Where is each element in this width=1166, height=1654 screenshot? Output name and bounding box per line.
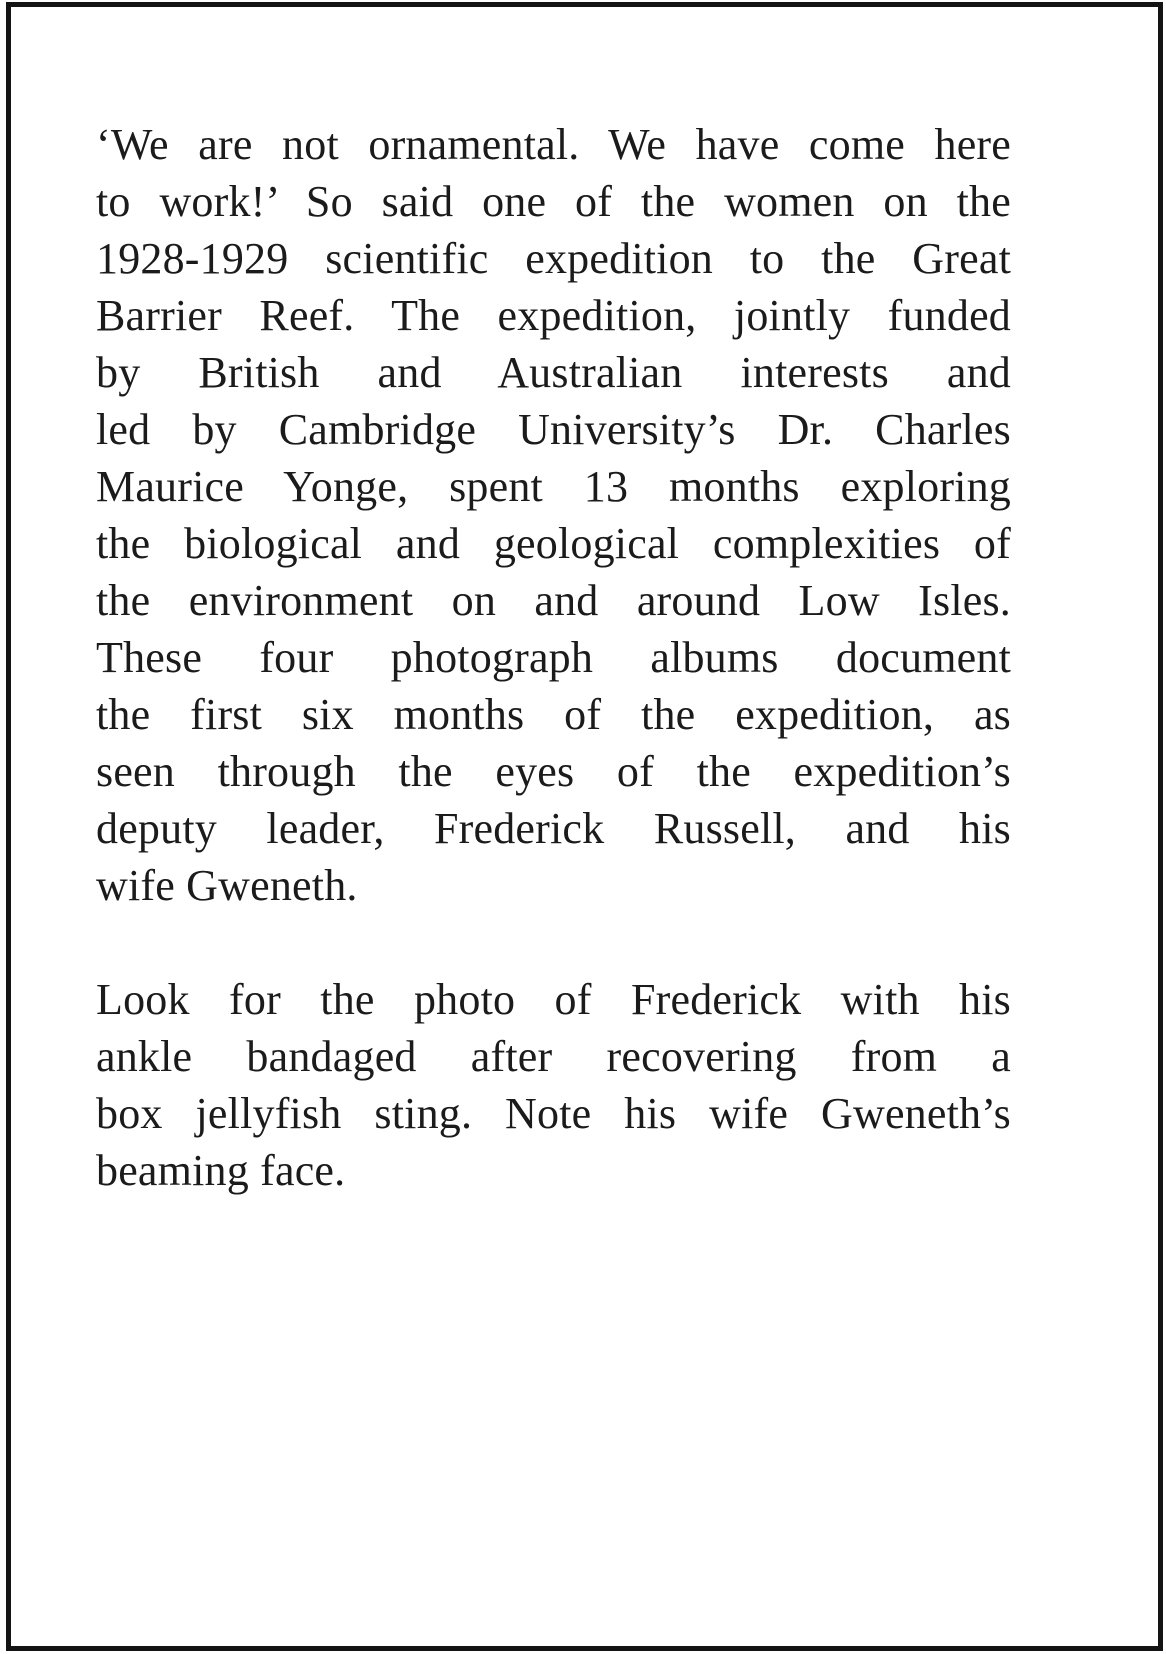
paragraph bbox=[96, 971, 1011, 1199]
body-text bbox=[96, 116, 1011, 1256]
text-line: box jellyfish sting. Note his wife Gweneth’s bbox=[96, 1089, 1011, 1138]
text-line: These four photograph albums document bbox=[96, 633, 1011, 682]
text-line: seen through the eyes of the expedition’s bbox=[96, 747, 1011, 796]
text-line: ‘We are not ornamental. We have come here bbox=[96, 120, 1011, 169]
text-line: to work!’ So said one of the women on the bbox=[96, 177, 1011, 226]
text-line: led by Cambridge University’s Dr. Charles bbox=[96, 405, 1011, 454]
text-line: ankle bandaged after recovering from a bbox=[96, 1032, 1011, 1081]
text-line: Look for the photo of Frederick with his bbox=[96, 975, 1011, 1024]
text-line: beaming face. bbox=[96, 1146, 346, 1195]
text-line: deputy leader, Frederick Russell, and his bbox=[96, 804, 1011, 853]
text-line: by British and Australian interests and bbox=[96, 348, 1011, 397]
text-line: wife Gweneth. bbox=[96, 861, 358, 910]
text-line: the biological and geological complexities of bbox=[96, 519, 1011, 568]
text-line: Barrier Reef. The expedition, jointly funded bbox=[96, 291, 1011, 340]
text-line: the environment on and around Low Isles. bbox=[96, 576, 1011, 625]
text-line: the first six months of the expedition, as bbox=[96, 690, 1011, 739]
text-line: Maurice Yonge, spent 13 months exploring bbox=[96, 462, 1011, 511]
paragraph bbox=[96, 116, 1011, 914]
text-line: 1928-1929 scientific expedition to the Great bbox=[96, 234, 1011, 283]
